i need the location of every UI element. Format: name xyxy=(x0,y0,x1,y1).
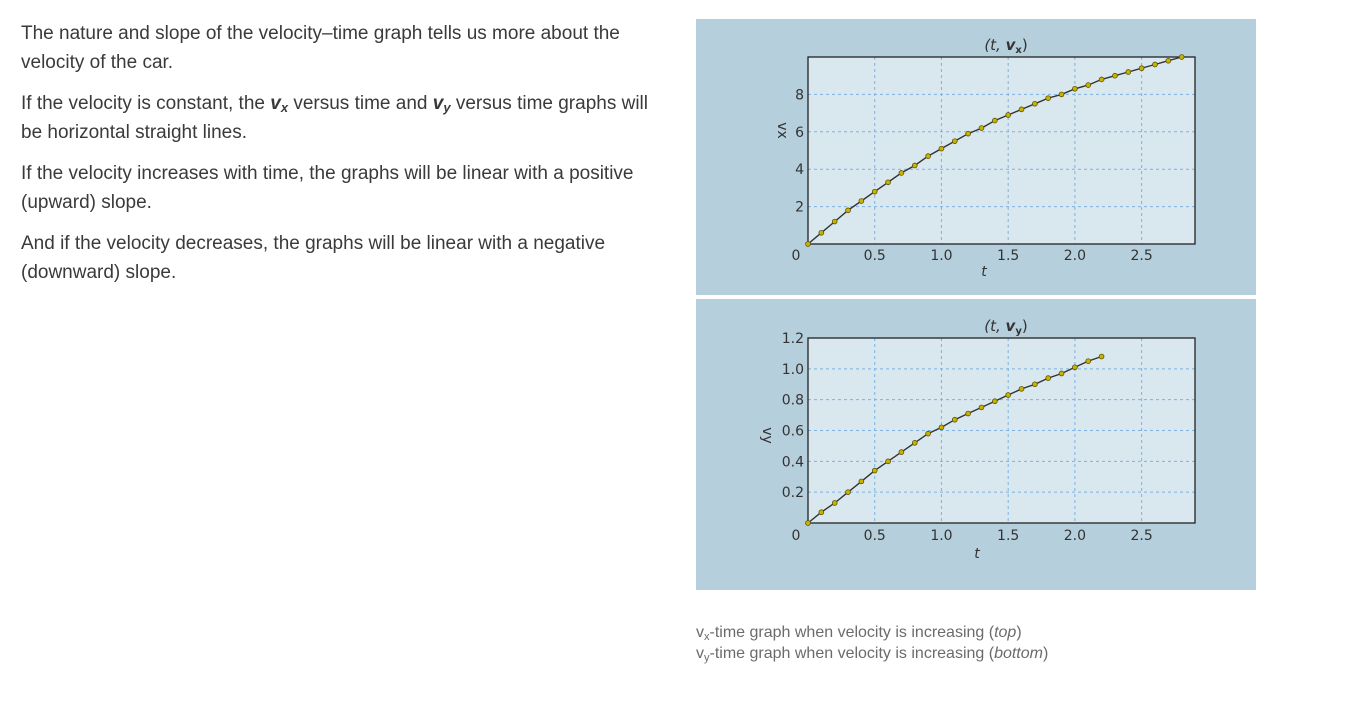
data-point xyxy=(1099,77,1104,82)
data-point xyxy=(979,405,984,410)
data-point xyxy=(899,450,904,455)
x-tick-label: 0.5 xyxy=(863,528,886,544)
vy-symbol: $v_y$ xyxy=(432,93,451,115)
x-tick-label: 2.5 xyxy=(1130,248,1153,264)
data-point xyxy=(939,425,944,430)
data-point xyxy=(912,440,917,445)
data-point xyxy=(1059,371,1064,376)
data-point xyxy=(1126,70,1131,75)
y-tick-label: 1.2 xyxy=(781,331,804,347)
data-point xyxy=(1072,86,1077,91)
data-point xyxy=(912,163,917,168)
x-tick-label: 1.5 xyxy=(997,248,1020,264)
paragraph-constant-part1: If the velocity is constant, the xyxy=(21,93,271,114)
y-tick-label: 0.6 xyxy=(781,423,804,440)
data-point xyxy=(1059,92,1064,97)
y-axis-label: vx xyxy=(774,122,790,139)
velocity-figure xyxy=(696,19,1256,590)
caption-line-top: $v_x$-time graph when velocity is increasing (top) xyxy=(696,624,1022,643)
paragraph-constant-velocity xyxy=(21,89,671,147)
paragraph-constant-part3: versus time graphs will be horizontal straight lines. xyxy=(21,93,648,143)
y-tick-label: 2 xyxy=(795,199,804,216)
x-tick-label: 0.5 xyxy=(863,248,886,264)
data-point xyxy=(806,521,811,526)
y-axis-label: vy xyxy=(759,427,775,444)
data-point xyxy=(1153,62,1158,67)
data-point xyxy=(846,490,851,495)
data-point xyxy=(1006,393,1011,398)
vy-time-chart xyxy=(696,299,1256,590)
data-point xyxy=(806,242,811,247)
data-point xyxy=(1019,386,1024,391)
chart-title: (t, $v_x$) xyxy=(984,36,1028,56)
data-point xyxy=(952,139,957,144)
data-point xyxy=(1072,365,1077,370)
data-point xyxy=(886,180,891,185)
data-point xyxy=(872,468,877,473)
x-tick-label: 1.0 xyxy=(930,528,953,544)
paragraph-decreasing-velocity: And if the velocity decreases, the graphs will be linear with a negative (downward) slope. xyxy=(21,233,606,283)
data-point xyxy=(832,219,837,224)
data-point xyxy=(1113,73,1118,78)
data-point xyxy=(992,399,997,404)
caption-line-bottom: $v_y$-time graph when velocity is increasing (bottom) xyxy=(696,645,1049,664)
x-tick-label: 0 xyxy=(791,248,801,264)
data-point xyxy=(872,189,877,194)
data-point xyxy=(859,199,864,204)
y-tick-label: 1.0 xyxy=(781,361,804,378)
x-axis-label: t xyxy=(974,546,980,562)
data-point xyxy=(832,501,837,506)
y-tick-label: 0.2 xyxy=(781,485,804,502)
data-point xyxy=(1046,376,1051,381)
vy-chart-panel xyxy=(696,299,1256,590)
data-point xyxy=(1099,354,1104,359)
data-point xyxy=(1046,96,1051,101)
data-point xyxy=(819,230,824,235)
chart-title: (t, $v_y$) xyxy=(984,317,1028,337)
vx-chart-panel xyxy=(696,19,1256,295)
y-tick-label: 8 xyxy=(795,87,804,104)
data-point xyxy=(1086,83,1091,88)
paragraph-intro: The nature and slope of the velocity–time graph tells us more about the velocity of the car. xyxy=(21,23,620,73)
data-point xyxy=(952,417,957,422)
data-point xyxy=(1166,58,1171,63)
plot-area xyxy=(808,57,1195,244)
x-axis-label: t xyxy=(981,264,987,280)
data-point xyxy=(1032,101,1037,106)
data-point xyxy=(1019,107,1024,112)
paragraph-constant-part2: versus time and xyxy=(288,93,433,114)
data-point xyxy=(1032,382,1037,387)
data-point xyxy=(966,131,971,136)
data-point xyxy=(926,154,931,159)
data-point xyxy=(1086,359,1091,364)
data-point xyxy=(939,146,944,151)
data-point xyxy=(992,118,997,123)
figure-caption xyxy=(696,622,1048,664)
x-tick-label: 0 xyxy=(791,528,801,544)
data-point xyxy=(1139,66,1144,71)
data-point xyxy=(926,431,931,436)
y-tick-label: 0.4 xyxy=(781,454,804,471)
data-point xyxy=(1006,113,1011,118)
x-tick-label: 1.0 xyxy=(930,248,953,264)
data-point xyxy=(859,479,864,484)
y-tick-label: 0.8 xyxy=(781,392,804,409)
y-tick-label: 6 xyxy=(795,124,804,141)
paragraph-increasing-velocity: If the velocity increases with time, the graphs will be linear with a positive (upward) slope. xyxy=(21,163,634,213)
data-point xyxy=(1179,55,1184,60)
x-tick-label: 2.0 xyxy=(1063,528,1087,544)
vx-symbol: $v_x$ xyxy=(270,93,289,115)
data-point xyxy=(899,171,904,176)
y-tick-label: 4 xyxy=(795,162,804,179)
x-tick-label: 2.0 xyxy=(1063,248,1087,264)
x-tick-label: 2.5 xyxy=(1130,528,1153,544)
data-point xyxy=(979,126,984,131)
x-tick-label: 1.5 xyxy=(997,528,1020,544)
explanation-text xyxy=(21,19,671,299)
vx-time-chart xyxy=(696,19,1256,295)
data-point xyxy=(846,208,851,213)
data-point xyxy=(886,459,891,464)
data-point xyxy=(819,510,824,515)
data-point xyxy=(966,411,971,416)
